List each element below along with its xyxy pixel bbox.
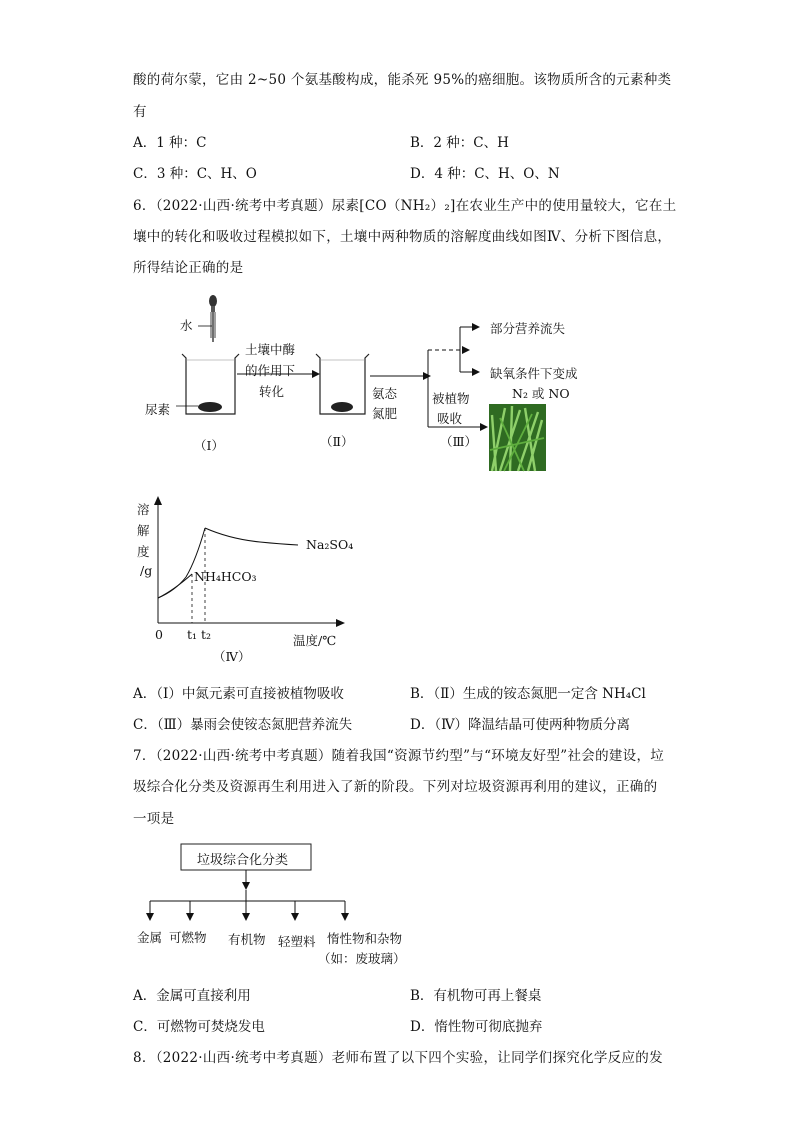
q6-line1: 6．（2022·山西·统考中考真题）尿素[CO（NH₂）₂]在农业生产中的使用量较大，它在土 (133, 198, 677, 214)
series-na2so4: Na₂SO₄ (306, 537, 354, 552)
q7-option-c: C．可燃物可焚烧发电 (133, 1019, 265, 1035)
q5-line1: 酸的荷尔蒙，它由 2~50 个氨基酸构成，能杀死 95%的癌细胞。该物质所含的元素种类 (133, 72, 672, 88)
q7-option-d: D．惰性物可彻底抛弃 (410, 1019, 543, 1035)
label-arrow1-l2: 的作用下 (245, 363, 296, 378)
tree-root: 垃圾综合化分类 (197, 853, 289, 868)
label-absorbed-l2: 吸收 (437, 411, 463, 426)
ylabel-4: /g (140, 563, 153, 578)
tree-metal: 金属 (137, 930, 163, 945)
label-arrow1-l1: 土壤中酶 (245, 342, 296, 357)
q6-line3: 所得结论正确的是 (133, 260, 244, 276)
beaker-1-icon (176, 354, 239, 414)
q7-line2: 圾综合化分类及资源再生利用进入了新的阶段。下列对垃圾资源再利用的建议，正确的 (133, 779, 658, 795)
q5-option-d: D．4 种：C、H、O、N (410, 166, 560, 182)
curve-nh4hco3 (158, 574, 192, 598)
caption-3: （Ⅲ） (440, 434, 478, 449)
chart-caption: （Ⅳ） (213, 649, 251, 664)
q8-line1: 8．（2022·山西·统考中考真题）老师布置了以下四个实验，让同学们探究化学反应的发 (133, 1050, 663, 1066)
q6-option-b: B．（Ⅱ）生成的铵态氮肥一定含 NH₄Cl (410, 686, 646, 702)
solubility-chart-drawing (150, 495, 350, 635)
ylabel-3: 度 (137, 544, 150, 559)
chart-xlabel: 温度/℃ (293, 633, 337, 648)
ylabel-2: 解 (137, 523, 150, 538)
tree-combustible: 可燃物 (169, 930, 207, 945)
chart-t1: t₁ (187, 627, 198, 642)
tree-plastic: 轻塑料 (278, 934, 316, 949)
caption-2: （Ⅱ） (320, 434, 354, 449)
q5-option-a: A．1 种：C (133, 135, 207, 151)
curve-na2so4-fall (205, 528, 298, 545)
label-ammonium-l2: 氮肥 (372, 406, 398, 421)
dropper-icon (198, 295, 217, 342)
label-arrow1-l3: 转化 (259, 384, 285, 399)
q5-line2: 有 (133, 104, 147, 120)
label-urea: 尿素 (145, 402, 171, 417)
chart-origin: 0 (155, 627, 163, 642)
q7-line3: 一项是 (133, 811, 175, 827)
chart-t2: t₂ (201, 627, 212, 642)
q5-option-b: B．2 种：C、H (410, 135, 509, 151)
q6-option-c: C．（Ⅲ）暴雨会使铵态氮肥营养流失 (133, 717, 353, 733)
q6-line2: 壤中的转化和吸收过程模拟如下，土壤中两种物质的溶解度曲线如图Ⅳ、分析下图信息， (133, 229, 672, 245)
label-ammonium-l1: 氨态 (372, 386, 398, 401)
plant-picture (489, 404, 546, 471)
tree-organic: 有机物 (228, 932, 266, 947)
q7-option-b: B．有机物可再上餐桌 (410, 988, 542, 1004)
label-branch1: 部分营养流失 (490, 321, 566, 336)
q6-option-d: D．（Ⅳ）降温结晶可使两种物质分离 (410, 717, 631, 733)
ylabel-1: 溶 (137, 502, 150, 517)
curve-na2so4-rise (158, 528, 205, 598)
tree-inert-example: （如：废玻璃） (318, 951, 406, 966)
tree-inert: 惰性物和杂物 (327, 931, 403, 946)
beaker-2-icon (316, 354, 369, 414)
label-absorbed-l1: 被植物 (432, 391, 470, 406)
q5-option-c: C．3 种：C、H、O (133, 166, 257, 182)
series-nh4hco3: NH₄HCO₃ (194, 569, 257, 584)
q7-line1: 7．（2022·山西·统考中考真题）随着我国“资源节约型”与“环境友好型”社会的建设，垃 (133, 748, 665, 764)
label-branch2: 缺氧条件下变成 (490, 366, 578, 381)
label-branch2b: N₂ 或 NO (512, 386, 570, 401)
caption-1: （Ⅰ） (194, 438, 224, 453)
q6-option-a: A．（Ⅰ）中氮元素可直接被植物吸收 (133, 686, 344, 702)
q7-option-a: A．金属可直接利用 (133, 988, 251, 1004)
label-water: 水 (180, 318, 193, 333)
